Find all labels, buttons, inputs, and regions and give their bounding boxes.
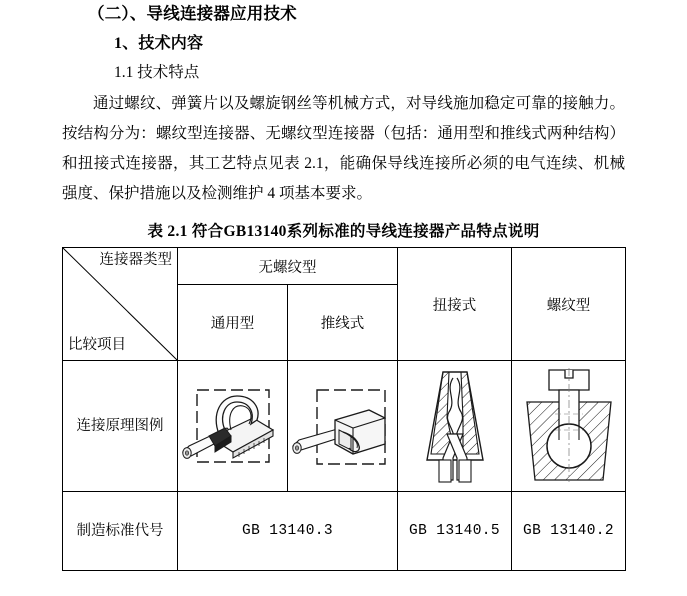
column-header-pushwire: 推线式	[288, 285, 398, 361]
table-row	[63, 492, 626, 571]
push-wire-connector-icon	[291, 374, 395, 478]
column-header-screw: 螺纹型	[512, 248, 626, 361]
standard-code-twist: GB 13140.5	[398, 492, 512, 571]
column-header-universal: 通用型	[178, 285, 288, 361]
table-header-row-1	[63, 248, 626, 285]
item-heading: 1.1 技术特点	[114, 63, 200, 81]
table-caption: 表 2.1 符合GB13140系列标准的导线连接器产品特点说明	[147, 223, 540, 240]
column-header-twist: 扭接式	[398, 248, 512, 361]
push-wire-connector-diagram	[288, 361, 398, 492]
row-label-principle-diagram: 连接原理图例	[63, 361, 178, 492]
standard-code-threadless: GB 13140.3	[178, 492, 398, 571]
corner-header-cell	[63, 248, 178, 361]
standard-code-screw: GB 13140.2	[512, 492, 626, 571]
corner-bottom-label: 比较项目	[68, 337, 126, 354]
spring-clamp-connector-icon	[181, 374, 285, 478]
section-heading: （二）、导线连接器应用技术	[88, 4, 297, 23]
table-row	[63, 361, 626, 492]
group-header-threadless: 无螺纹型	[178, 248, 398, 285]
twist-on-connector-section-diagram	[398, 361, 512, 492]
twist-on-connector-icon	[413, 368, 497, 484]
screw-connector-icon	[519, 368, 619, 484]
connector-comparison-table	[62, 247, 626, 571]
row-label-standard-code: 制造标准代号	[63, 492, 178, 571]
spring-clamp-connector-diagram	[178, 361, 288, 492]
body-paragraph: 通过螺纹、弹簧片以及螺旋钢丝等机械方式，对导线施加稳定可靠的接触力。按结构分为：螺纹型连接器、无螺纹型连接器（包括：通用型和推线式两种结构）和扭接式连接器，其工艺特点见表 2.1，能确保导线连接所必须的电气连续、机械强度、保护措施以及检测维护 4 项基本要求。	[62, 95, 625, 202]
corner-top-label: 连接器类型	[99, 252, 172, 268]
sub-heading: 1、技术内容	[114, 34, 204, 52]
screw-connector-section-diagram	[512, 361, 626, 492]
